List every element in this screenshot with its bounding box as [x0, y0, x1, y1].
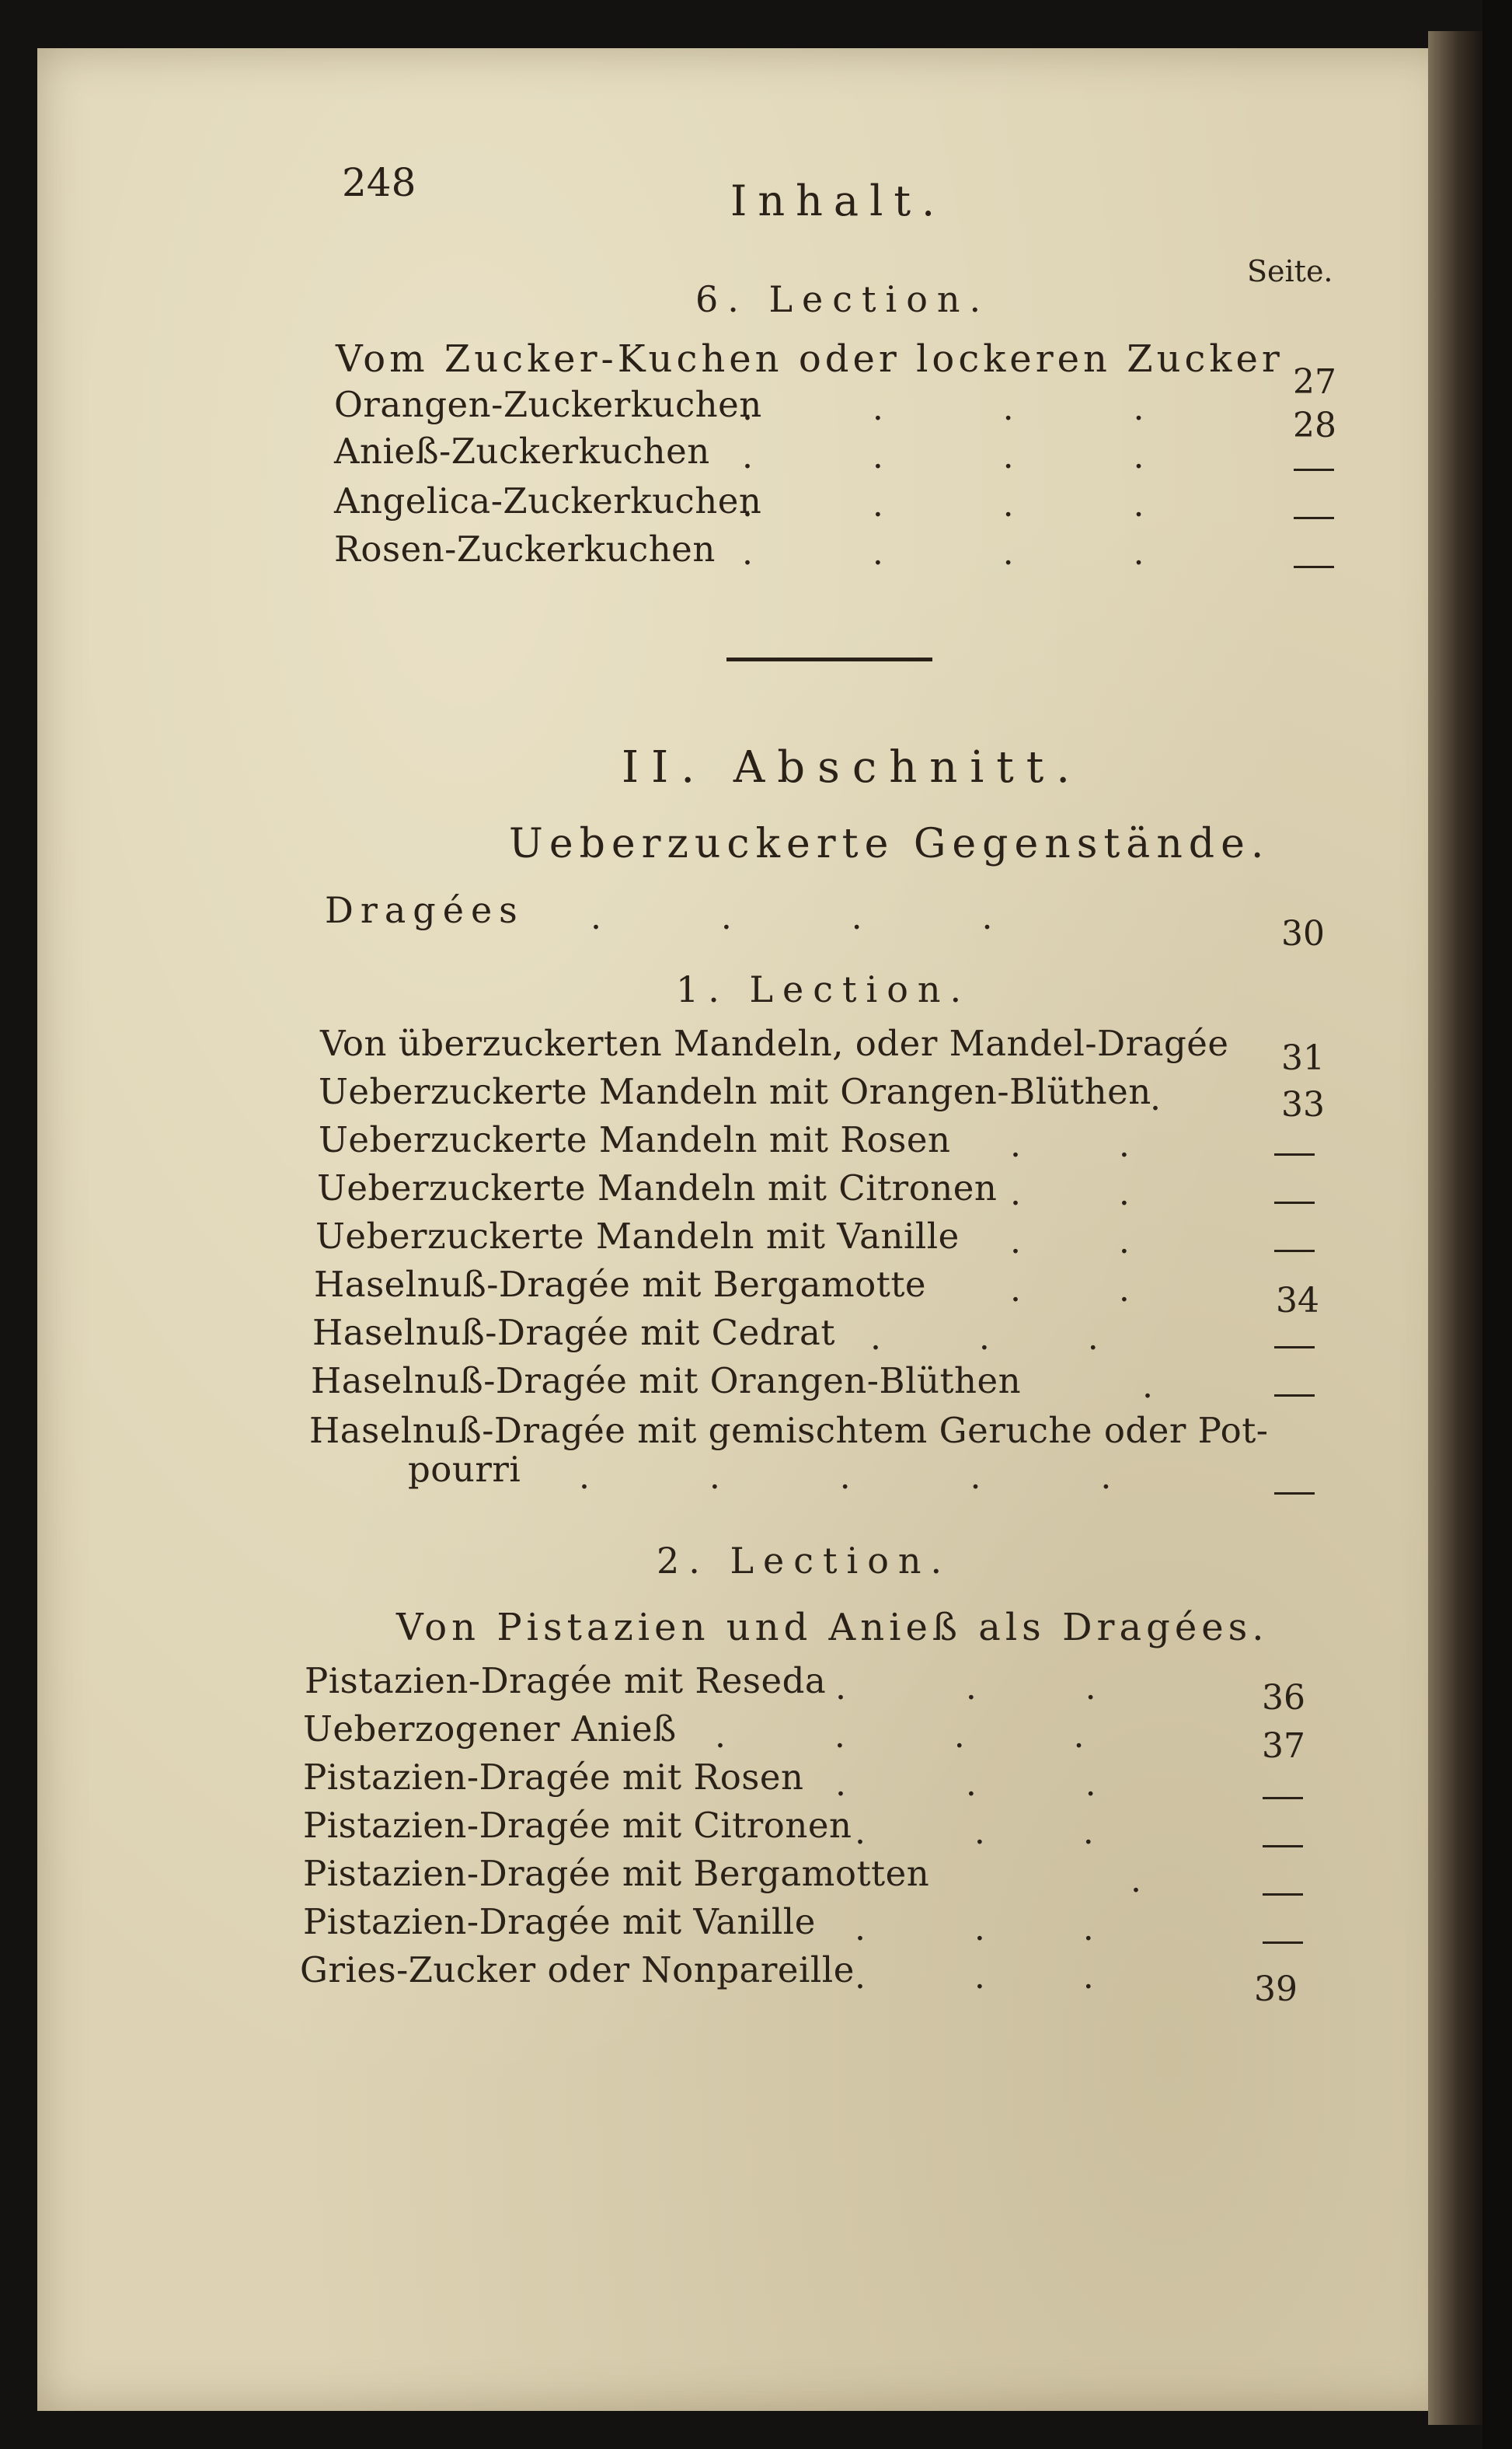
leader-dots: . . . . [715, 1716, 1085, 1756]
toc-page: 27 [1293, 362, 1336, 402]
leader-dots: . . . . [742, 485, 1144, 525]
section-subheading: Von Pistazien und Anieß als Dragées. [396, 1606, 1269, 1649]
toc-entry: Pistazien-Dragée mit Rosen [303, 1757, 804, 1798]
section-heading: 1. Lection. [676, 968, 971, 1010]
leader-dots: . . [1010, 1174, 1130, 1213]
leader-dots: . . [1010, 1222, 1130, 1261]
toc-entry: Pistazien-Dragée mit Citronen [303, 1805, 852, 1846]
section-divider [726, 658, 932, 661]
leader-dots: . [1150, 1079, 1161, 1118]
part-subheading: Ueberzuckerte Gegenstände. [509, 821, 1270, 867]
ditto-dash [1274, 1346, 1315, 1348]
toc-entry: Haselnuß-Dragée mit Bergamotte [314, 1264, 927, 1305]
toc-entry: Anieß-Zuckerkuchen [334, 431, 710, 472]
toc-entry: Ueberzuckerte Mandeln mit Citronen [317, 1167, 998, 1209]
leader-dots: . [1131, 1861, 1141, 1900]
ditto-dash [1263, 1893, 1303, 1896]
leader-dots: . . . . [742, 389, 1144, 428]
toc-entry: Haselnuß-Dragée mit Orangen-Blüthen [311, 1360, 1022, 1401]
toc-entry: Ueberzuckerte Mandeln mit Orangen-Blüthen [319, 1071, 1151, 1112]
leader-dots: . . . [835, 1764, 1096, 1804]
leader-dots: . . . [870, 1318, 1099, 1358]
leader-dots: . . [1010, 1125, 1130, 1165]
ditto-dash [1294, 469, 1334, 471]
ditto-dash [1294, 566, 1334, 568]
leader-dots: . . . [855, 1812, 1094, 1852]
leader-dots: . . . . . [579, 1457, 1112, 1497]
leader-dots: . . . [855, 1957, 1094, 1997]
toc-entry: Angelica-Zuckerkuchen [334, 480, 762, 522]
toc-page: 33 [1281, 1085, 1325, 1125]
toc-page: 34 [1276, 1281, 1319, 1320]
ditto-dash [1274, 1202, 1315, 1204]
toc-entry: Ueberzuckerte Mandeln mit Rosen [319, 1119, 951, 1160]
section-heading: 2. Lection. [657, 1540, 952, 1582]
toc-entry: Pistazien-Dragée mit Reseda [305, 1660, 827, 1701]
toc-entry: Orangen-Zuckerkuchen [334, 384, 762, 425]
toc-entry: Ueberzuckerte Mandeln mit Vanille [315, 1216, 960, 1257]
toc-entry: Von überzuckerten Mandeln, oder Mandel-Dragée [320, 1023, 1229, 1064]
toc-entry: Dragées [325, 889, 524, 931]
toc-page: 39 [1254, 1969, 1298, 2009]
toc-page: 31 [1281, 1038, 1325, 1078]
ditto-dash [1274, 1250, 1315, 1252]
ditto-dash [1274, 1492, 1315, 1495]
section-heading: 6. Lection. [695, 278, 991, 320]
toc-entry: Haselnuß-Dragée mit gemischtem Geruche oder Pot- [309, 1410, 1269, 1451]
book-spine [1482, 0, 1512, 2449]
toc-entry: Pistazien-Dragée mit Vanille [303, 1901, 816, 1942]
page-number: 248 [342, 160, 416, 205]
toc-entry-continuation: pourri [408, 1449, 521, 1490]
toc-entry: Haselnuß-Dragée mit Cedrat [312, 1312, 835, 1353]
toc-page: 37 [1262, 1726, 1305, 1766]
running-title: Inhalt. [730, 176, 946, 225]
ditto-dash [1263, 1941, 1303, 1944]
ditto-dash [1263, 1797, 1303, 1799]
ditto-dash [1263, 1845, 1303, 1847]
leader-dots: . . . . [742, 437, 1144, 476]
ditto-dash [1274, 1394, 1315, 1397]
leader-dots: . . . [835, 1668, 1096, 1708]
toc-page: 28 [1293, 406, 1336, 445]
toc-entry: Gries-Zucker oder Nonpareille [300, 1949, 855, 1990]
toc-entry: Pistazien-Dragée mit Bergamotten [303, 1853, 930, 1894]
leader-dots: . . . . [591, 898, 993, 937]
part-heading: II. Abschnitt. [622, 742, 1083, 793]
book-gutter [1428, 31, 1482, 2425]
toc-entry: Vom Zucker-Kuchen oder lockeren Zucker [336, 337, 1284, 381]
toc-page: 30 [1281, 914, 1325, 954]
ditto-dash [1294, 517, 1334, 519]
leader-dots: . . . [855, 1909, 1094, 1948]
seite-label: Seite. [1247, 254, 1333, 288]
ditto-dash [1274, 1153, 1315, 1156]
leader-dots: . [1142, 1366, 1153, 1406]
toc-page: 36 [1262, 1678, 1305, 1718]
leader-dots: . . [1010, 1270, 1130, 1310]
leader-dots: . . . . [742, 533, 1144, 573]
toc-entry: Rosen-Zuckerkuchen [334, 529, 716, 570]
toc-entry: Ueberzogener Anieß [303, 1708, 677, 1750]
